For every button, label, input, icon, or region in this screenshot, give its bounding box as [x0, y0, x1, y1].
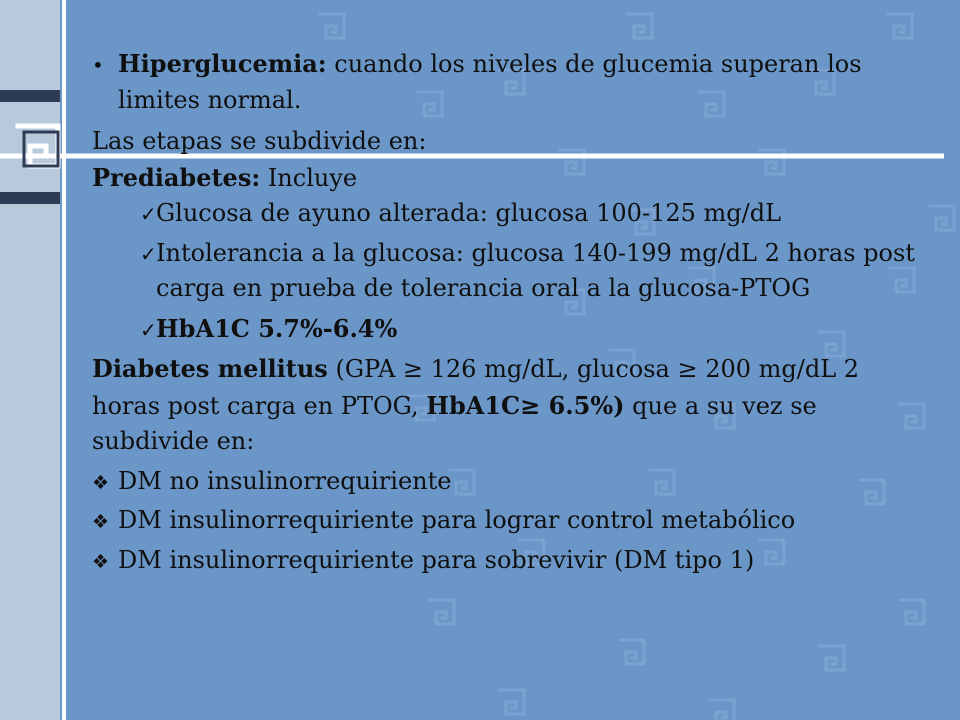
stages-intro: Las etapas se subdivide en: [92, 127, 427, 156]
diabetes-hba1c-criterion: HbA1C≥ 6.5%) [426, 390, 625, 420]
prediabetes-item-fasting [92, 196, 932, 232]
dm-subtype-text: DM insulinorrequiriente para lograr control metabólico [118, 506, 796, 535]
hyperglycemia-text: cuando los niveles de glucemia superan los limites normal. [118, 50, 862, 114]
checkmark-icon: ✓ [140, 317, 157, 342]
prediabetes-item-intolerance [92, 236, 932, 307]
checkmark-icon: ✓ [140, 241, 157, 266]
diabetes-criteria: (GPA ≥ 126 mg/dL, glucosa ≥ 200 mg/dL 2 horas post carga en PTOG, [92, 355, 860, 420]
greek-key-motif [500, 690, 524, 714]
prediabetes-heading [92, 160, 932, 197]
prediabetes-item-hba1c [92, 311, 932, 348]
left-dark-bar [0, 90, 60, 102]
greek-key-motif [900, 600, 924, 624]
diabetes-tail: que a su vez se subdivide en: [92, 391, 817, 456]
greek-key-motif [430, 600, 454, 624]
left-strip [0, 0, 60, 720]
diamond-bullet-icon: ❖ [92, 550, 110, 573]
checkmark-icon: ✓ [140, 202, 157, 227]
greek-key-motif [930, 206, 954, 230]
dm-subtype-item [92, 503, 932, 539]
greek-key-motif [710, 700, 734, 720]
hyperglycemia-term: Hiperglucemia: [118, 49, 327, 78]
greek-key-motif [620, 640, 644, 664]
hyperglycemia-bullet [92, 46, 932, 118]
dm-subtype-item [92, 464, 932, 500]
bullet-icon: • [92, 53, 104, 77]
prediabetes-item-text: Intolerancia a la glucosa: glucosa 140-199 mg/dL 2 horas post carga en prueba de tolerancia oral a la glucosa-PTOG [156, 238, 915, 303]
prediabetes-item-text: Glucosa de ayuno alterada: glucosa 100-125 mg/dL [156, 199, 782, 228]
prediabetes-item-text: HbA1C 5.7%-6.4% [156, 313, 398, 343]
slide-content [92, 46, 932, 582]
diabetes-term: Diabetes mellitus [92, 354, 328, 384]
dm-subtype-text: DM insulinorrequiriente para sobrevivir (DM tipo 1) [118, 545, 755, 574]
dm-subtype-item [92, 543, 932, 579]
greek-key-motif [320, 14, 344, 38]
diamond-bullet-icon: ❖ [92, 471, 110, 494]
left-dark-bar [0, 192, 60, 204]
greek-key-motif [628, 14, 652, 38]
diamond-bullet-icon: ❖ [92, 511, 110, 534]
greek-key-motif [888, 14, 912, 38]
prediabetes-text: Incluye [260, 163, 358, 192]
diabetes-definition [92, 351, 932, 460]
prediabetes-term: Prediabetes: [92, 162, 261, 192]
dm-subtype-text: DM no insulinorrequiriente [118, 466, 452, 495]
greek-key-motif [820, 646, 844, 670]
